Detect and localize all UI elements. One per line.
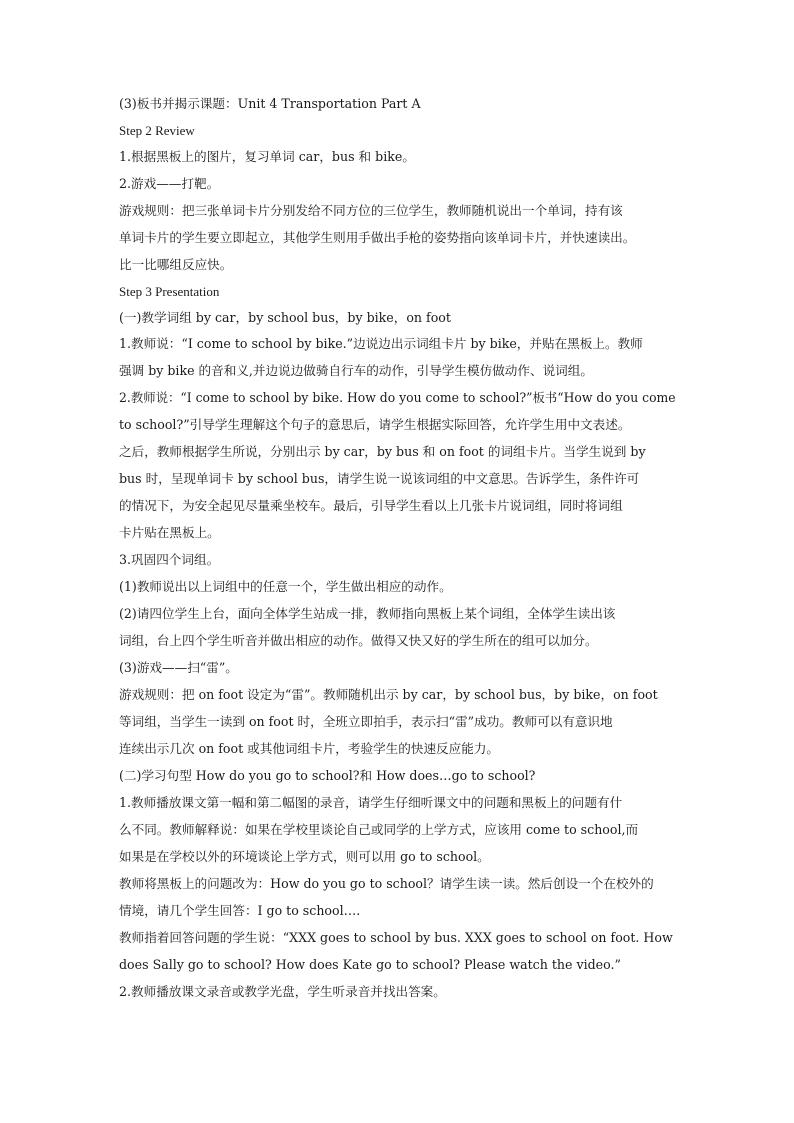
text-line: 的情况下，为安全起见尽量乘坐校车。最后，引导学生看以上几张卡片说词组，同时将词组 [119, 498, 623, 513]
text-line: 卡片贴在黑板上。 [119, 525, 220, 540]
text-line: to school?”引导学生理解这个句子的意思后，请学生根据实际回答，允许学生用中文表述。 [119, 417, 631, 432]
text-line: 单词卡片的学生要立即起立，其他学生则用手做出手枪的姿势指向该单词卡片，并快速读出。 [119, 230, 636, 245]
text-line: 1.根据黑板上的图片，复习单词 car，bus 和 bike。 [119, 149, 415, 164]
text-line: bus 时，呈现单词卡 by school bus，请学生说一说该词组的中文意思。告诉学生，条件许可 [119, 471, 640, 486]
text-line: 么不同。教师解释说：如果在学校里谈论自己或同学的上学方式，应该用 come to school,而 [119, 822, 639, 837]
text-line: (2)请四位学生上台，面向全体学生站成一排，教师指向黑板上某个词组，全体学生读出该 [119, 606, 616, 621]
text-line: 2.教师说：“I come to school by bike. How do you come to school?”板书“How do you come [119, 390, 676, 405]
text-line: 词组，台上四个学生听音并做出相应的动作。做得又快又好的学生所在的组可以加分。 [119, 633, 598, 648]
text-line: (二)学习句型 How do you go to school?和 How does…go to school? [119, 768, 536, 783]
text-line: (3)游戏——扫“雷”。 [119, 660, 238, 675]
text-line: 之后，教师根据学生所说，分别出示 by car，by bus 和 on foot 的词组卡片。当学生说到 by [119, 444, 646, 459]
text-line: 等词组，当学生一读到 on foot 时，全班立即拍手，表示扫“雷”成功。教师可以有意识地 [119, 714, 613, 729]
text-line: 教师将黑板上的问题改为：How do you go to school？请学生读一读。然后创设一个在校外的 [119, 876, 654, 891]
text-line-step3-heading: Step 3 Presentation [119, 284, 220, 299]
text-line: 比一比哪组反应快。 [119, 257, 233, 272]
text-line-section-title: (3)板书并揭示课题：Unit 4 Transportation Part A [119, 96, 421, 111]
text-line: does Sally go to school? How does Kate go to school? Please watch the video.” [119, 957, 621, 972]
text-line: 游戏规则：把 on foot 设定为“雷”。教师随机出示 by car，by school bus，by bike，on foot [119, 687, 658, 702]
text-line: 2.游戏——打靶。 [119, 176, 220, 191]
text-line: 教师指着回答问题的学生说：“XXX goes to school by bus. XXX goes to school on foot. How [119, 930, 673, 945]
text-line: 连续出示几次 on foot 或其他词组卡片，考验学生的快速反应能力。 [119, 741, 500, 756]
text-line: 3.巩固四个词组。 [119, 552, 220, 567]
text-line: (1)教师说出以上词组中的任意一个，学生做出相应的动作。 [119, 579, 452, 594]
text-line: 1.教师播放课文第一幅和第二幅图的录音，请学生仔细听课文中的问题和黑板上的问题有什 [119, 795, 623, 810]
text-line: (一)教学词组 by car，by school bus，by bike，on foot [119, 310, 451, 325]
text-line-step2-heading: Step 2 Review [119, 123, 195, 138]
text-line: 游戏规则：把三张单词卡片分别发给不同方位的三位学生，教师随机说出一个单词，持有该 [119, 203, 623, 218]
text-line: 强调 by bike 的音和义,并边说边做骑自行车的动作，引导学生模仿做动作、说词组。 [119, 363, 593, 378]
text-line: 如果是在学校以外的环境谈论上学方式，则可以用 go to school。 [119, 849, 490, 864]
text-line: 1.教师说：“I come to school by bike.”边说边出示词组卡片 by bike，并贴在黑板上。教师 [119, 336, 643, 351]
text-line: 2.教师播放课文录音或教学光盘，学生听录音并找出答案。 [119, 984, 446, 999]
text-line: 情境，请几个学生回答：I go to school…. [119, 903, 361, 918]
